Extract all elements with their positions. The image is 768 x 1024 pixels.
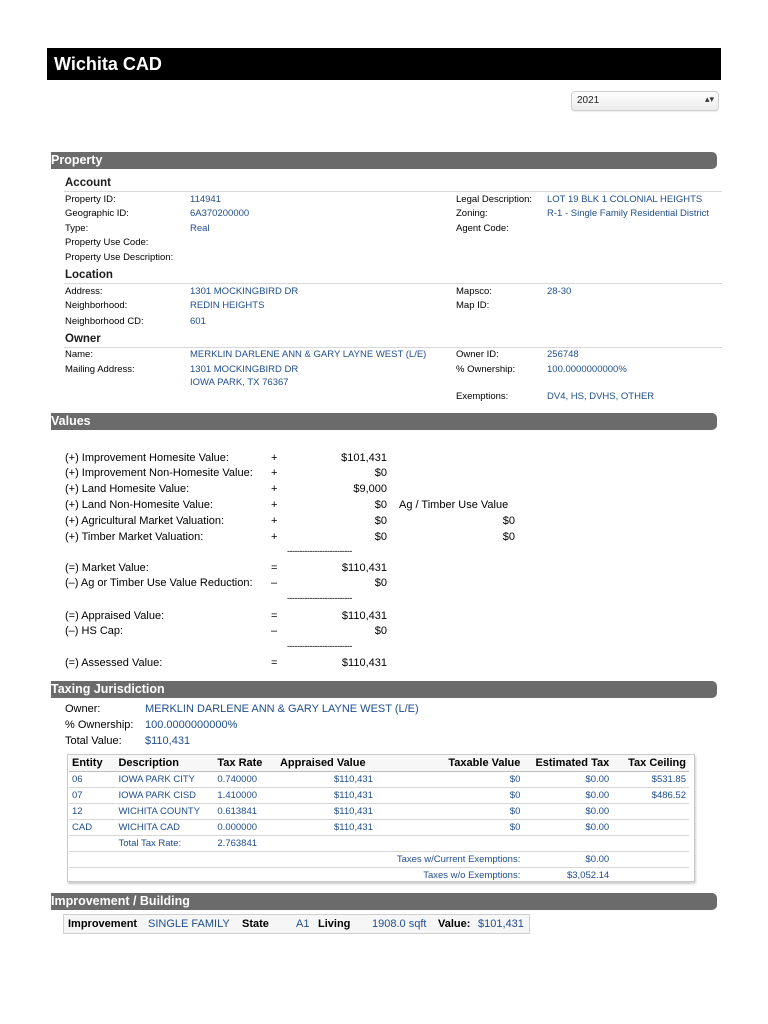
value-row-label: (+) Land Homesite Value:	[65, 483, 190, 495]
zoning-label: Zoning:	[456, 208, 488, 219]
improvement-value: SINGLE FAMILY	[148, 918, 230, 930]
cell-entity: 06	[69, 772, 115, 788]
app-title: Wichita CAD	[54, 54, 162, 74]
tax-owner-value: MERKLIN DARLENE ANN & GARY LAYNE WEST (L/E)	[145, 703, 419, 715]
separator-line: --------------------------	[287, 593, 352, 603]
owner-name-value: MERKLIN DARLENE ANN & GARY LAYNE WEST (L/E)	[190, 349, 427, 360]
property-use-code-label: Property Use Code:	[65, 237, 149, 248]
cell-tax-rate: 0.000000	[214, 820, 277, 836]
improvement-label: Improvement	[68, 918, 138, 930]
divider	[64, 283, 722, 284]
table-header-row	[69, 755, 689, 772]
cell-appraised-value: $110,431	[277, 772, 376, 788]
section-taxing-title: Taxing Jurisdiction	[51, 682, 165, 696]
current-exemptions-row	[69, 852, 689, 868]
value-row-amount: $0	[374, 577, 387, 589]
value-row-label: (–) Ag or Timber Use Value Reduction:	[65, 577, 253, 589]
value-row-amount: $0	[374, 499, 387, 511]
type-value: Real	[190, 223, 210, 234]
owner-heading: Owner	[65, 333, 101, 345]
cell-tax-ceiling: $486.52	[612, 788, 689, 804]
cell-tax-rate: 0.740000	[214, 772, 277, 788]
app-title-bar	[47, 48, 721, 80]
total-value-value: $110,431	[145, 735, 191, 747]
cell-estimated-tax: $0.00	[523, 804, 612, 820]
value-row-label: (+) Timber Market Valuation:	[65, 531, 204, 543]
total-tax-rate-label: Total Tax Rate:	[115, 836, 214, 852]
state-value: A1	[296, 918, 310, 930]
geographic-id-value: 6A370200000	[190, 208, 250, 219]
ownership-label: % Ownership:	[456, 364, 516, 375]
value-row-label: (+) Agricultural Market Valuation:	[65, 515, 225, 527]
cell-tax-rate: 0.613841	[214, 804, 277, 820]
cell-tax-rate: 1.410000	[214, 788, 277, 804]
taxes-without-exemptions-label: Taxes w/o Exemptions:	[376, 868, 523, 884]
section-values-header	[51, 413, 717, 430]
select-arrows-icon: ▴▾	[704, 94, 714, 104]
mapsco-value: 28-30	[547, 286, 572, 297]
cell-description: IOWA PARK CITY	[115, 772, 214, 788]
taxes-current-exemptions-value: $0.00	[523, 852, 612, 868]
value-row-op: +	[271, 531, 278, 543]
value-row-op: –	[271, 625, 278, 637]
section-property-header	[51, 152, 717, 169]
neighborhood-cd-value: 601	[190, 316, 206, 327]
mapsco-label: Mapsco:	[456, 286, 492, 297]
address-label: Address:	[65, 286, 103, 297]
mailing-address-line2: IOWA PARK, TX 76367	[190, 377, 289, 388]
value-row-amount: $0	[374, 531, 387, 543]
divider	[64, 191, 722, 192]
tax-ownership-label: % Ownership:	[65, 719, 134, 731]
legal-description-value: LOT 19 BLK 1 COLONIAL HEIGHTS	[547, 194, 703, 205]
value-row-amount: $0	[374, 515, 387, 527]
cell-estimated-tax: $0.00	[523, 788, 612, 804]
type-label: Type:	[65, 223, 89, 234]
cell-entity: 07	[69, 788, 115, 804]
cell-tax-ceiling: $531.85	[612, 772, 689, 788]
cell-taxable-value: $0	[376, 772, 523, 788]
year-select-value: 2021	[577, 95, 600, 106]
zoning-value: R-1 - Single Family Residential District	[547, 208, 710, 219]
value-row-label: (=) Appraised Value:	[65, 610, 165, 622]
value-row-label: (–) HS Cap:	[65, 625, 124, 637]
state-label: State	[242, 918, 269, 930]
cell-estimated-tax: $0.00	[523, 772, 612, 788]
neighborhood-label: Neighborhood:	[65, 300, 128, 311]
divider	[64, 347, 722, 348]
col-taxable-value: Taxable Value	[376, 755, 523, 772]
value-row-amount: $101,431	[341, 452, 387, 464]
year-select[interactable]	[571, 91, 719, 111]
col-tax-rate: Tax Rate	[214, 755, 277, 772]
mailing-address-label: Mailing Address:	[65, 364, 135, 375]
value-row-amount: $110,431	[341, 610, 387, 622]
geographic-id-label: Geographic ID:	[65, 208, 129, 219]
separator-line: --------------------------	[287, 641, 352, 651]
value-row-op: +	[271, 515, 278, 527]
living-value: 1908.0 sqft	[372, 918, 427, 930]
table-row	[69, 772, 689, 788]
section-values-title: Values	[51, 414, 91, 428]
value-row-op: +	[271, 452, 278, 464]
table-row	[69, 788, 689, 804]
cell-taxable-value: $0	[376, 820, 523, 836]
total-rate-row	[69, 836, 689, 852]
value-row-label: (=) Market Value:	[65, 562, 149, 574]
value-row-amount: $0	[374, 467, 387, 479]
owner-name-label: Name:	[65, 349, 93, 360]
value-row-op: =	[271, 562, 278, 574]
col-tax-ceiling: Tax Ceiling	[612, 755, 689, 772]
cell-appraised-value: $110,431	[277, 820, 376, 836]
without-exemptions-row	[69, 868, 689, 884]
building-value: $101,431	[478, 918, 524, 930]
mailing-address-line1: 1301 MOCKINGBIRD DR	[190, 364, 299, 375]
section-property-title: Property	[51, 153, 103, 167]
exemptions-label: Exemptions:	[456, 391, 509, 402]
value-row-amount: $110,431	[341, 562, 387, 574]
col-entity: Entity	[69, 755, 115, 772]
exemptions-value: DV4, HS, DVHS, OTHER	[547, 391, 655, 402]
taxes-current-exemptions-label: Taxes w/Current Exemptions:	[376, 852, 523, 868]
cell-estimated-tax: $0.00	[523, 820, 612, 836]
location-heading: Location	[65, 269, 113, 281]
ag-timber-use-value-label: Ag / Timber Use Value	[399, 499, 509, 511]
building-value-label: Value:	[438, 918, 471, 930]
value-row-op: =	[271, 610, 278, 622]
cell-tax-ceiling	[612, 820, 689, 836]
value-row-label: (=) Assessed Value:	[65, 657, 163, 669]
total-tax-rate-value: 2.763841	[214, 836, 277, 852]
value-row-label: (+) Improvement Homesite Value:	[65, 452, 229, 464]
neighborhood-cd-label: Neighborhood CD:	[65, 316, 144, 327]
tax-owner-label: Owner:	[65, 703, 101, 715]
section-taxing-header	[51, 681, 717, 698]
neighborhood-value: REDIN HEIGHTS	[190, 300, 265, 311]
taxes-without-exemptions-value: $3,052.14	[523, 868, 612, 884]
value-row-amount: $110,431	[341, 657, 387, 669]
ag-use-value: $0	[502, 515, 515, 527]
value-row-op: –	[271, 577, 278, 589]
value-row-label: (+) Improvement Non-Homesite Value:	[65, 467, 253, 479]
property-id-value: 114941	[190, 194, 221, 205]
address-value: 1301 MOCKINGBIRD DR	[190, 286, 299, 297]
value-row-op: +	[271, 483, 278, 495]
cell-taxable-value: $0	[376, 788, 523, 804]
total-value-label: Total Value:	[65, 735, 122, 747]
section-improvement-header	[51, 893, 717, 910]
value-row-amount: $0	[374, 625, 387, 637]
map-id-label: Map ID:	[456, 300, 490, 311]
cell-appraised-value: $110,431	[277, 788, 376, 804]
property-id-label: Property ID:	[65, 194, 116, 205]
col-estimated-tax: Estimated Tax	[523, 755, 612, 772]
property-use-description-label: Property Use Description:	[65, 252, 174, 263]
timber-use-value: $0	[502, 531, 515, 543]
table-row	[69, 804, 689, 820]
separator-line: --------------------------	[287, 546, 352, 556]
cell-description: WICHITA COUNTY	[115, 804, 214, 820]
value-row-amount: $9,000	[353, 483, 387, 495]
value-row-op: +	[271, 499, 278, 511]
account-heading: Account	[65, 177, 111, 189]
owner-id-value: 256748	[547, 349, 579, 360]
tax-ownership-value: 100.0000000000%	[145, 719, 238, 731]
cell-description: IOWA PARK CISD	[115, 788, 214, 804]
cell-appraised-value: $110,431	[277, 804, 376, 820]
value-row-op: +	[271, 467, 278, 479]
cell-tax-ceiling	[612, 804, 689, 820]
agent-code-label: Agent Code:	[456, 223, 509, 234]
col-appraised-value: Appraised Value	[277, 755, 376, 772]
cell-entity: CAD	[69, 820, 115, 836]
value-row-label: (+) Land Non-Homesite Value:	[65, 499, 214, 511]
jurisdiction-table	[69, 755, 689, 884]
value-row-op: =	[271, 657, 278, 669]
ownership-value: 100.0000000000%	[547, 364, 627, 375]
section-improvement-title: Improvement / Building	[51, 894, 190, 908]
col-description: Description	[115, 755, 214, 772]
cell-entity: 12	[69, 804, 115, 820]
cell-taxable-value: $0	[376, 804, 523, 820]
living-label: Living	[318, 918, 351, 930]
legal-description-label: Legal Description:	[456, 194, 533, 205]
owner-id-label: Owner ID:	[456, 349, 499, 360]
table-row	[69, 820, 689, 836]
cell-description: WICHITA CAD	[115, 820, 214, 836]
